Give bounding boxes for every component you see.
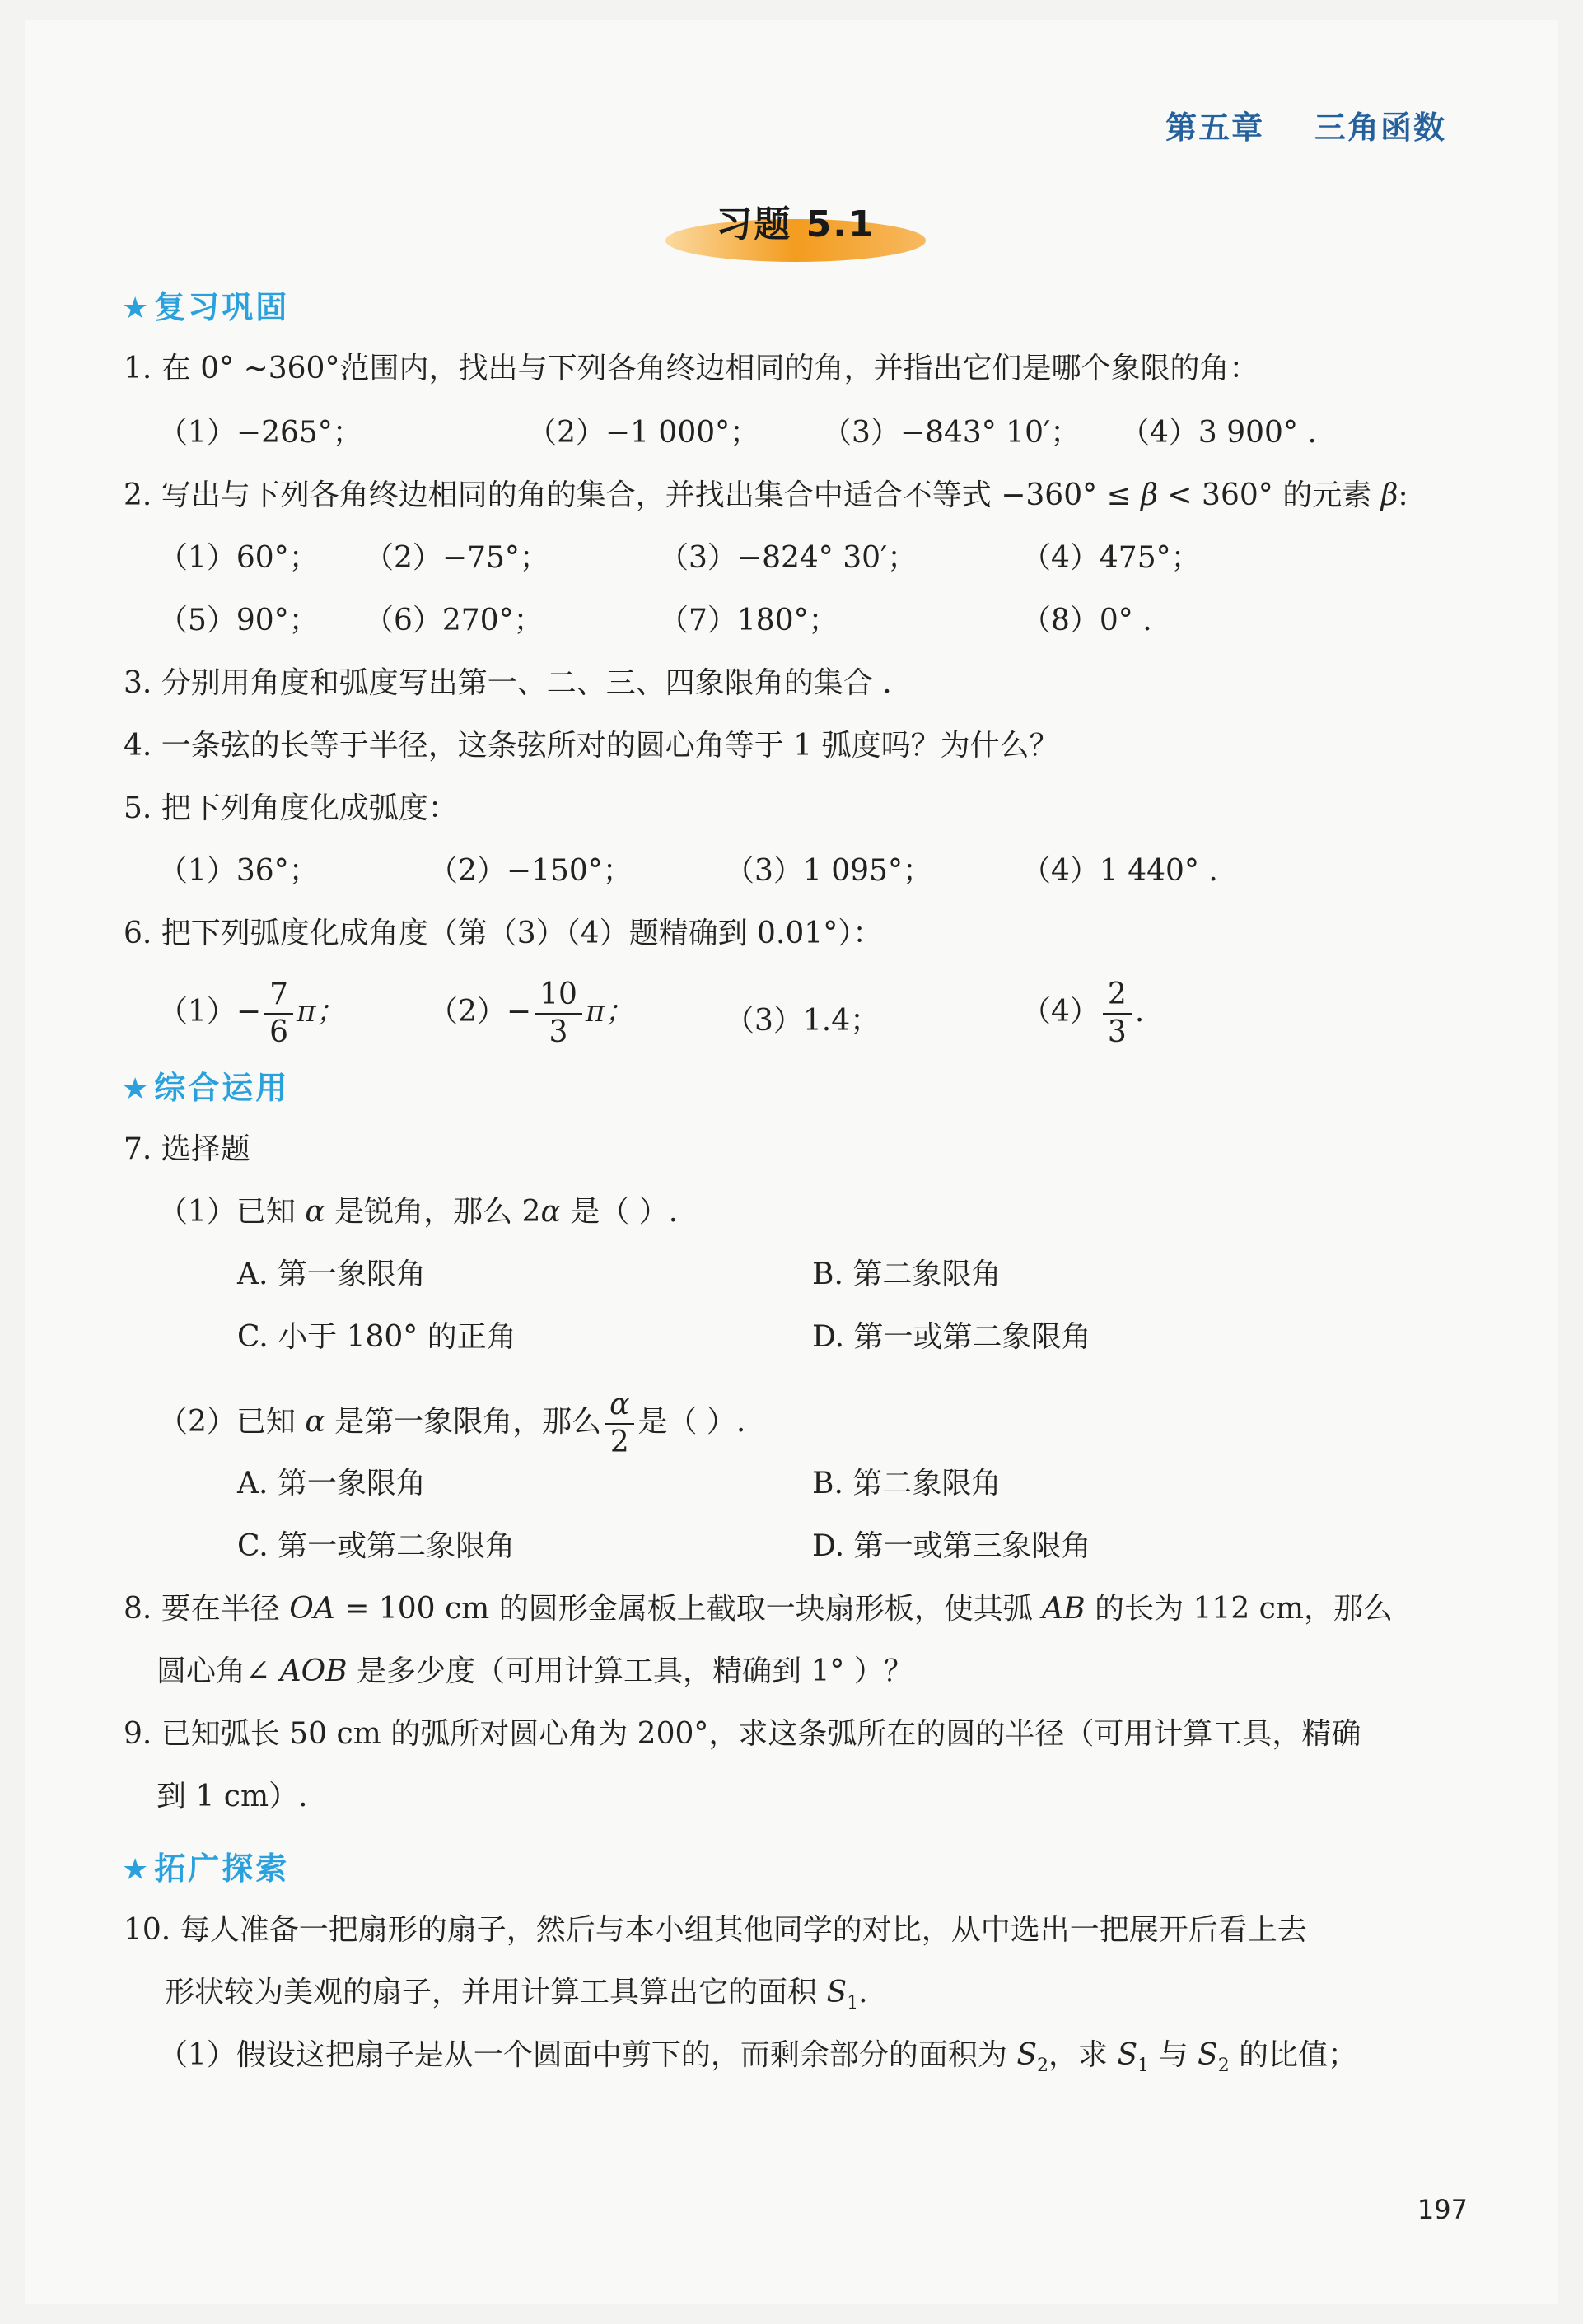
q5-item-4: （4）1 440° .: [1021, 854, 1218, 888]
page-number: 197: [1417, 2194, 1468, 2225]
q1-item-1: （1）−265°；: [158, 416, 362, 450]
q8-line1: [124, 1593, 1393, 1626]
q8-oa: OA: [289, 1592, 335, 1626]
q7-s2-a: （2）已知: [158, 1405, 306, 1439]
star-icon: ★: [122, 292, 152, 325]
q6-i4-label: （4）: [1021, 995, 1100, 1029]
q8-l2-b: 是多少度（可用计算工具，精确到 1° ）？: [347, 1654, 913, 1688]
q8-ab: AB: [1042, 1592, 1086, 1626]
q6-stem: 6. 把下列弧度化成角度（第（3）（4）题精确到 0.01°）：: [124, 917, 883, 950]
section-explore-heading: [122, 1843, 289, 1888]
section-explore-label: 拓广探索: [154, 1850, 290, 1887]
q6-item-3: （3）1.4；: [725, 1004, 880, 1038]
q6-item-2: [428, 980, 635, 1048]
q10-line3: [158, 2039, 1357, 2083]
q10-line2: [165, 1976, 868, 2020]
q7-s1-opt-b: B. 第二象限角: [812, 1258, 1002, 1291]
star-icon: ★: [122, 1072, 152, 1106]
chapter-header: 第五章 三角函数: [1165, 110, 1446, 146]
q7-s2-opt-c: C. 第一或第二象限角: [237, 1529, 516, 1563]
q2-beta-2: β: [1380, 478, 1399, 512]
q6-i4-fraction: [1103, 980, 1132, 1048]
q7-s2-opt-a: A. 第一象限角: [237, 1467, 426, 1500]
q7-s1-opt-c: C. 小于 180° 的正角: [237, 1320, 516, 1354]
q6-i1-den: 6: [269, 1015, 288, 1049]
q9-line2: 到 1 cm）.: [156, 1780, 308, 1813]
q2-item-3: （3）−824° 30′；: [659, 541, 918, 575]
q7-s1-opt-a: A. 第一象限角: [237, 1258, 426, 1291]
q10-line1: 10. 每人准备一把扇形的扇子，然后与本小组其他同学的对比，从中选出一把展开后看上去: [124, 1913, 1307, 1947]
q7-alpha: α: [305, 1195, 325, 1229]
q6-i4-den: 3: [1107, 1015, 1127, 1049]
section-apply-label: 综合运用: [154, 1070, 290, 1106]
q2-item-1: （1）60°；: [158, 541, 319, 575]
star-icon: ★: [122, 1853, 152, 1887]
q6-i1-tail: π；: [296, 995, 346, 1029]
q2-item-5: （5）90°；: [158, 604, 319, 637]
q2-beta: β: [1141, 478, 1158, 512]
q10-s1b: S: [1117, 2038, 1138, 2072]
q7-s2-num: α: [605, 1390, 634, 1425]
q8-aob: AOB: [279, 1654, 348, 1688]
q10-l2-b: .: [858, 1976, 868, 2009]
q7-sub1: [158, 1196, 678, 1229]
q5-item-1: （1）36°；: [158, 854, 319, 888]
q7-sub2: [158, 1390, 745, 1458]
q5-item-2: （2）−150°；: [428, 854, 633, 888]
q7-s1-b: 是锐角，那么 2: [325, 1195, 541, 1229]
q7-s2-opt-b: B. 第二象限角: [812, 1467, 1002, 1500]
q2-item-2: （2）−75°；: [364, 541, 549, 575]
q7-s2-opt-d: D. 第一或第三象限角: [812, 1529, 1091, 1563]
section-review-label: 复习巩固: [154, 289, 290, 325]
exercise-title-banner: [657, 183, 934, 273]
q2-stem-a: 2. 写出与下列各角终边相同的角的集合，并找出集合中适合不等式 −360° ≤: [124, 478, 1142, 512]
q4: 4. 一条弦的长等于半径，这条弦所对的圆心角等于 1 弧度吗？为什么？: [124, 729, 1059, 763]
q10-l3-d: 的比值；: [1229, 2038, 1358, 2072]
textbook-page: [25, 20, 1558, 2304]
q2-stem-c: :: [1398, 478, 1408, 512]
q2-item-6: （6）270°；: [364, 604, 544, 637]
q6-i1-num: 7: [264, 980, 293, 1015]
q2-item-8: （8）0° .: [1021, 604, 1152, 637]
q7-stem: 7. 选择题: [124, 1132, 250, 1166]
q6-i1-fraction: [264, 980, 293, 1048]
q10-l3-a: （1）假设这把扇子是从一个圆面中剪下的，而剩余部分的面积为: [158, 2038, 1017, 2072]
q5-item-3: （3）1 095°；: [725, 854, 932, 888]
q6-i1-label: （1）−: [158, 995, 262, 1029]
q7-s2-fraction: [605, 1390, 634, 1458]
section-apply-heading: [122, 1062, 289, 1108]
q7-s2-den: 2: [609, 1426, 629, 1459]
q10-s1b-sub: 1: [1137, 2056, 1150, 2077]
q2-item-4: （4）475°；: [1021, 541, 1201, 575]
q1-item-4: （4）3 900° .: [1120, 416, 1317, 450]
q10-s1: S: [826, 1976, 848, 2009]
q7-s1-opt-d: D. 第一或第二象限角: [812, 1320, 1091, 1354]
q8-l1-a: 8. 要在半径: [124, 1592, 290, 1626]
q2-stem-b: < 360° 的元素: [1157, 478, 1381, 512]
q6-i2-num: 10: [535, 980, 582, 1015]
q8-l1-c: 的长为 112 cm，那么: [1085, 1592, 1393, 1626]
q7-s2-b: 是第一象限角，那么: [325, 1405, 602, 1439]
q6-i2-fraction: [535, 980, 582, 1048]
q9-line1: 9. 已知弧长 50 cm 的弧所对圆心角为 200°，求这条弧所在的圆的半径（可用计算工具，精确: [124, 1717, 1361, 1751]
exercise-title: 习题 5.1: [716, 203, 876, 245]
q2-item-7: （7）180°；: [659, 604, 838, 637]
q7-s1-a: （1）已知: [158, 1195, 306, 1229]
q8-line2: [156, 1655, 913, 1688]
q3: 3. 分别用角度和弧度写出第一、二、三、四象限角的集合 .: [124, 666, 892, 700]
q7-s2-c: 是（ ）.: [637, 1405, 746, 1439]
q8-l2-a: 圆心角∠: [156, 1654, 280, 1688]
q6-item-4: [1021, 980, 1144, 1048]
q6-i2-den: 3: [549, 1015, 568, 1049]
q10-l2-a: 形状较为美观的扇子，并用计算工具算出它的面积: [165, 1976, 827, 2009]
q7-alpha-3: α: [305, 1405, 325, 1439]
q10-s1-sub: 1: [847, 1993, 859, 2014]
q5-stem: 5. 把下列角度化成弧度：: [124, 791, 458, 825]
q10-l3-c: 与: [1149, 2038, 1198, 2072]
q8-l1-b: = 100 cm 的圆形金属板上截取一块扇形板，使其弧: [334, 1592, 1043, 1626]
q10-s2: S: [1016, 2038, 1038, 2072]
q6-i4-tail: .: [1134, 995, 1145, 1029]
q10-s2b-sub: 2: [1217, 2056, 1230, 2077]
section-review-heading: [122, 282, 289, 327]
q6-i4-num: 2: [1103, 980, 1132, 1015]
q10-s2-sub: 2: [1037, 2056, 1049, 2077]
q7-s1-c: 是（ ）.: [560, 1195, 679, 1229]
q1-item-2: （2）−1 000°；: [527, 416, 760, 450]
q10-s2b: S: [1198, 2038, 1218, 2072]
q6-i2-tail: π；: [585, 995, 635, 1029]
q6-i2-label: （2）−: [428, 995, 532, 1029]
q2-stem: [124, 479, 1408, 512]
q6-item-1: [158, 980, 346, 1048]
q10-l3-b: ，求: [1048, 2038, 1118, 2072]
q7-alpha-2: α: [540, 1195, 561, 1229]
q1-stem: 1. 在 0° ~360°范围内，找出与下列各角终边相同的角，并指出它们是哪个象限的角：: [124, 352, 1259, 385]
q1-item-3: （3）−843° 10′；: [822, 416, 1081, 450]
